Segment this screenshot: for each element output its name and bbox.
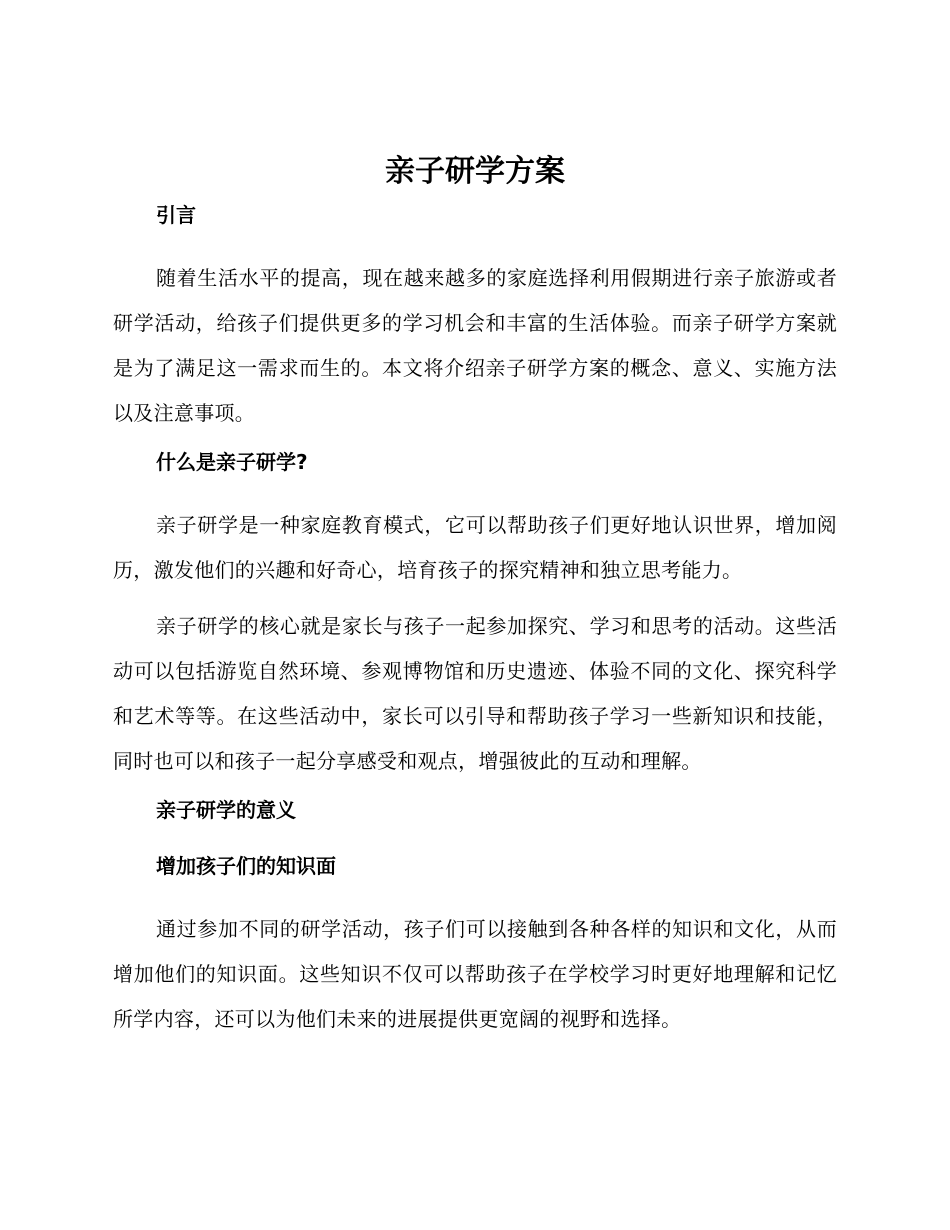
paragraph-what-is-2: 亲子研学的核心就是家长与孩子一起参加探究、学习和思考的活动。这些活动可以包括游览自然环境、参观博物馆和历史遗迹、体验不同的文化、探究科学和艺术等等。在这些活动中，家长可以引导和帮助孩子学习一些新知识和技能，同时也可以和孩子一起分享感受和观点，增强彼此的互动和理解。 <box>113 614 837 773</box>
section-heading-intro: 引言 <box>156 203 196 227</box>
paragraph-intro: 随着生活水平的提高，现在越来越多的家庭选择利用假期进行亲子旅游或者研学活动，给孩子们提供更多的学习机会和丰富的生活体验。而亲子研学方案就是为了满足这一需求而生的。本文将介绍亲子研学方案的概念、意义、实施方法以及注意事项。 <box>113 266 837 425</box>
document-title: 亲子研学方案 <box>385 154 565 189</box>
document-body <box>113 200 837 1053</box>
subsection-heading-knowledge: 增加孩子们的知识面 <box>156 854 336 878</box>
section-heading-significance: 亲子研学的意义 <box>156 798 296 822</box>
paragraph-what-is-1: 亲子研学是一种家庭教育模式，它可以帮助孩子们更好地认识世界，增加阅历，激发他们的兴趣和好奇心，培育孩子的探究精神和独立思考能力。 <box>113 513 837 582</box>
paragraph-knowledge: 通过参加不同的研学活动，孩子们可以接触到各种各样的知识和文化，从而增加他们的知识面。这些知识不仅可以帮助孩子在学校学习时更好地理解和记忆所学内容，还可以为他们未来的进展提供更宽阔的视野和选择。 <box>113 917 837 1031</box>
section-heading-what-is: 什么是亲子研学? <box>156 450 308 474</box>
